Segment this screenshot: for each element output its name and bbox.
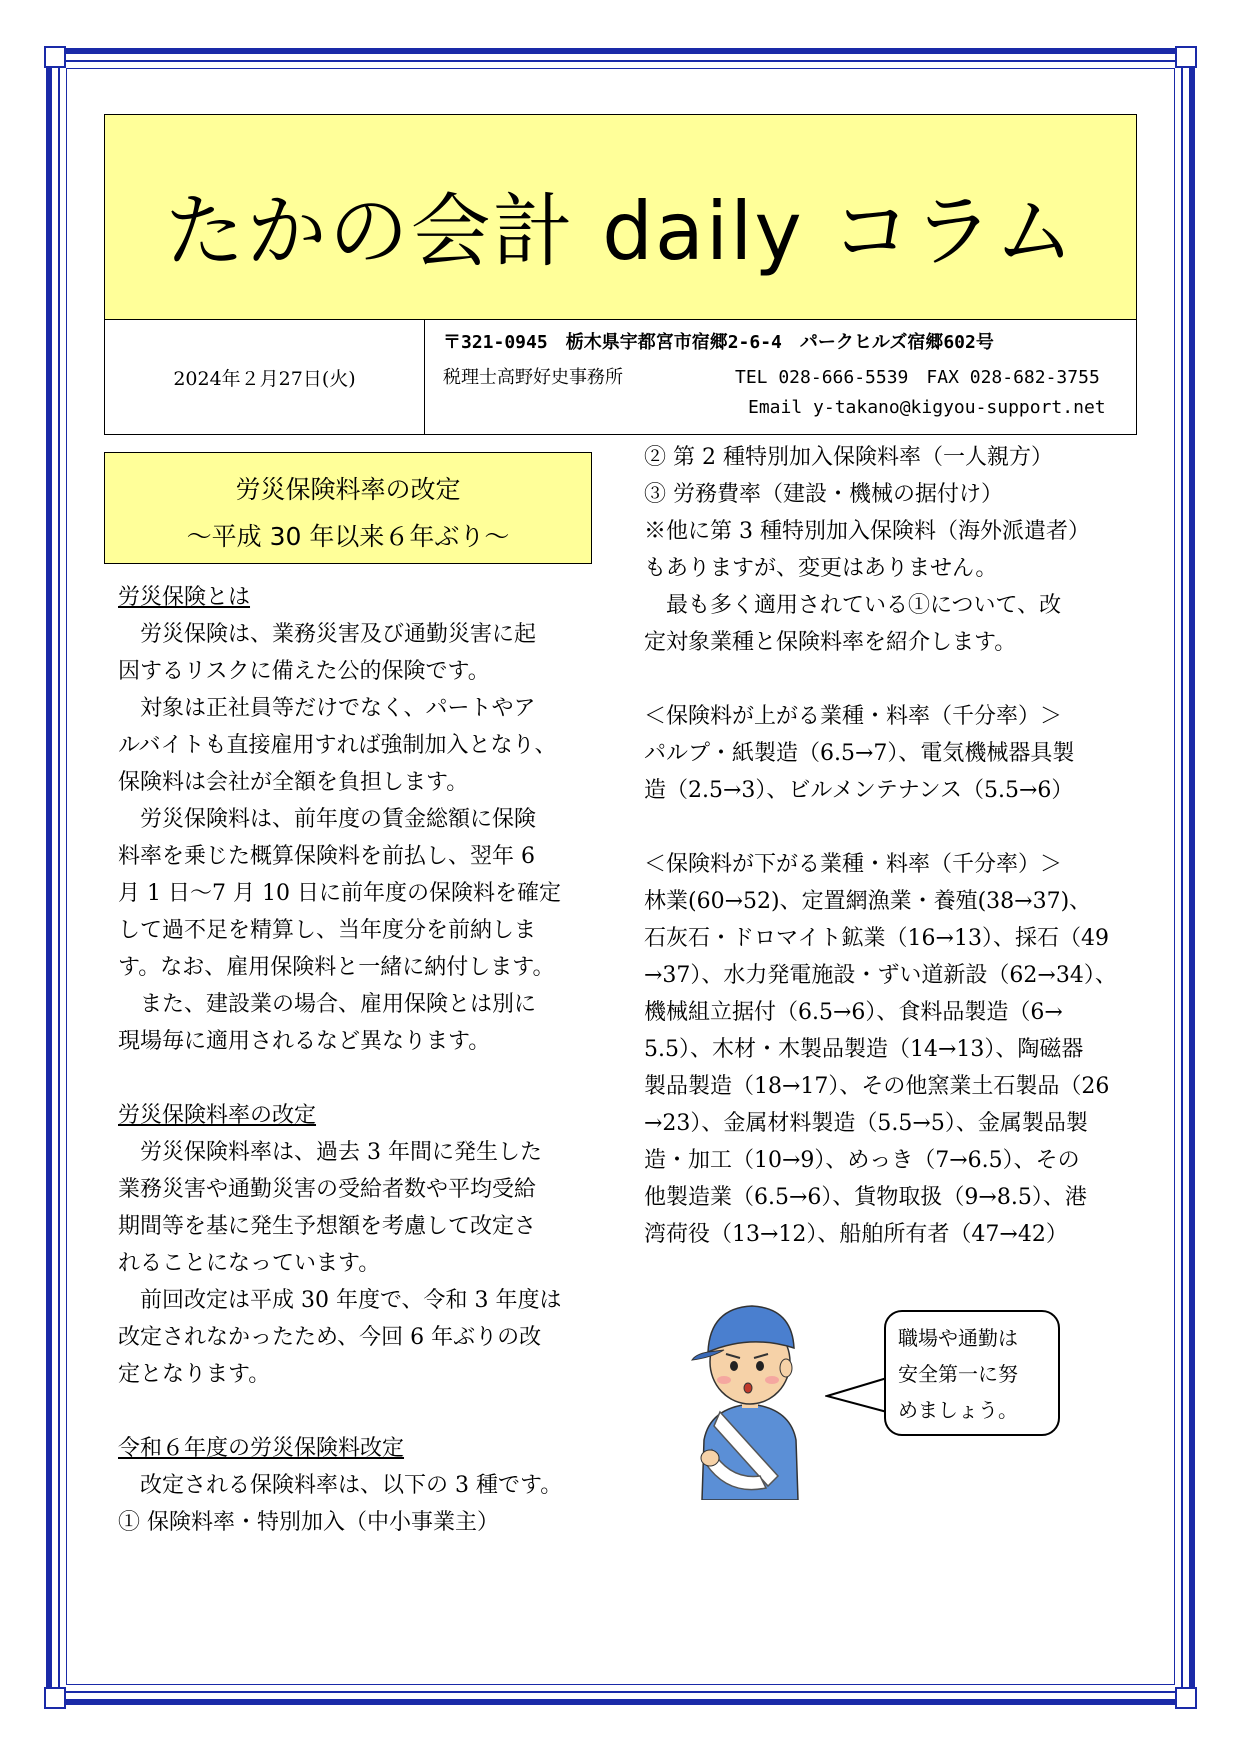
- article-title: 労災保険料率の改定: [235, 475, 461, 504]
- body-text-line: ＜保険料が下がる業種・料率（千分率）＞: [644, 852, 1063, 877]
- issue-date: 2024年２月27日(火): [173, 368, 356, 390]
- blank-line: [118, 1060, 608, 1097]
- body-text-line: 造（2.5→3）、ビルメンテナンス（5.5→6）: [644, 778, 1074, 803]
- body-text-line: 石灰石・ドロマイト鉱業（16→13）、採石（49: [644, 926, 1109, 951]
- body-text-line: また、建設業の場合、雇用保険とは別に: [118, 992, 537, 1017]
- date-cell: [105, 320, 425, 434]
- body-text-line: →37）、水力発電施設・ずい道新設（62→34）、: [644, 963, 1117, 988]
- blank-line: [118, 1393, 608, 1430]
- body-text-line: 5.5）、木材・木製品製造（14→13）、陶磁器: [644, 1037, 1084, 1062]
- body-text-line: 現場毎に適用されるなど異なります。: [118, 1029, 491, 1054]
- body-text-line: 最も多く適用されている①について、改: [644, 593, 1062, 618]
- bubble-line: 安全第一に努: [898, 1362, 1018, 1386]
- body-text-line: 対象は正社員等だけでなく、パートやア: [118, 696, 536, 721]
- masthead: [105, 115, 1136, 320]
- section-heading: 令和６年度の労災保険料改定: [118, 1436, 405, 1461]
- border-corner-top-right: [1175, 46, 1197, 68]
- article-subtitle: ～平成 30 年以来６年ぶり～: [186, 522, 510, 551]
- header-info-row: [105, 320, 1136, 434]
- body-text-line: して過不足を精算し、当年度分を前納しま: [118, 918, 537, 943]
- office-name: 税理士高野好史事務所: [443, 367, 623, 388]
- body-text-line: 業務災害や通勤災害の受給者数や平均受給: [118, 1177, 537, 1202]
- page-title: たかの会計 daily コラム: [164, 185, 1077, 278]
- bubble-line: めましょう。: [898, 1398, 1018, 1422]
- section-heading: 労災保険とは: [118, 585, 251, 610]
- body-text-line: 他製造業（6.5→6）、貨物取扱（9→8.5）、港: [644, 1185, 1087, 1210]
- bubble-line: 職場や通勤は: [898, 1326, 1018, 1350]
- blank-line: [644, 661, 1139, 698]
- body-text-line: ＜保険料が上がる業種・料率（千分率）＞: [644, 704, 1063, 729]
- body-text-line: す。なお、雇用保険料と一緒に納付します。: [118, 955, 555, 980]
- body-text-line: 保険料は会社が全額を負担します。: [118, 770, 469, 795]
- body-text-line: 改定される保険料率は、以下の 3 種です。: [118, 1473, 563, 1498]
- body-text-line: 定となります。: [118, 1362, 271, 1387]
- body-text-line: 期間等を基に発生予想額を考慮して改定さ: [118, 1214, 537, 1239]
- body-text-line: 労災保険は、業務災害及び通勤災害に起: [118, 622, 537, 647]
- body-text-line: 林業(60→52)、定置網漁業・養殖(38→37)、: [644, 889, 1092, 914]
- email-address: Email y-takano@kigyou-support.net: [748, 397, 1106, 418]
- body-text-line: 製品製造（18→17）、その他窯業土石製品（26: [644, 1074, 1110, 1099]
- body-text-line: 因するリスクに備えた公的保険です。: [118, 659, 490, 684]
- body-text-line: もありますが、変更はありません。: [644, 556, 998, 581]
- blank-line: [644, 809, 1139, 846]
- section-heading: 労災保険料率の改定: [118, 1103, 317, 1128]
- border-corner-bottom-left: [44, 1687, 66, 1709]
- body-text-line: 労災保険料率は、過去 3 年間に発生した: [118, 1140, 542, 1165]
- body-text-line: →23）、金属材料製造（5.5→5）、金属製品製: [644, 1111, 1088, 1136]
- speech-bubble: [884, 1310, 1060, 1436]
- body-text-line: ③ 労務費率（建設・機械の据付け）: [644, 482, 1003, 507]
- body-text-line: 湾荷役（13→12）、船舶所有者（47→42）: [644, 1222, 1068, 1247]
- article-title-box: [104, 452, 592, 564]
- body-text-line: パルプ・紙製造（6.5→7）、電気機械器具製: [644, 741, 1075, 766]
- injured-worker-illustration: [690, 1290, 810, 1500]
- left-column: [118, 579, 608, 1541]
- body-text-line: 改定されなかったため、今回 6 年ぶりの改: [118, 1325, 542, 1350]
- body-text-line: 料率を乗じた概算保険料を前払し、翌年 6: [118, 844, 535, 869]
- body-text-line: 前回改定は平成 30 年度で、令和 3 年度は: [118, 1288, 562, 1313]
- border-corner-bottom-right: [1175, 1687, 1197, 1709]
- body-text-line: ※他に第 3 種特別加入保険料（海外派遣者）: [644, 519, 1090, 544]
- body-text-line: ルバイトも直接雇用すれば強制加入となり、: [118, 733, 557, 758]
- body-text-line: 労災保険料は、前年度の賃金総額に保険: [118, 807, 537, 832]
- body-text-line: ② 第 2 種特別加入保険料率（一人親方）: [644, 445, 1053, 470]
- body-text-line: れることになっています。: [118, 1251, 381, 1276]
- right-column: [644, 439, 1139, 1253]
- contact-cell: [435, 320, 1136, 434]
- postal-address: 〒321-0945 栃木県宇都宮市宿郷2-6-4 パークヒルズ宿郷602号: [443, 332, 994, 353]
- phone-fax: TEL 028-666-5539 FAX 028-682-3755: [735, 367, 1100, 388]
- body-text-line: 定対象業種と保険料率を紹介します。: [644, 630, 1017, 655]
- body-text-line: 月 1 日～7 月 10 日に前年度の保険料を確定: [118, 881, 561, 906]
- newsletter-header: [104, 114, 1137, 435]
- body-text-line: ① 保険料率・特別加入（中小事業主）: [118, 1510, 499, 1535]
- border-corner-top-left: [44, 46, 66, 68]
- body-text-line: 機械組立据付（6.5→6）、食料品製造（6→: [644, 1000, 1063, 1025]
- body-text-line: 造・加工（10→9）、めっき（7→6.5）、その: [644, 1148, 1080, 1173]
